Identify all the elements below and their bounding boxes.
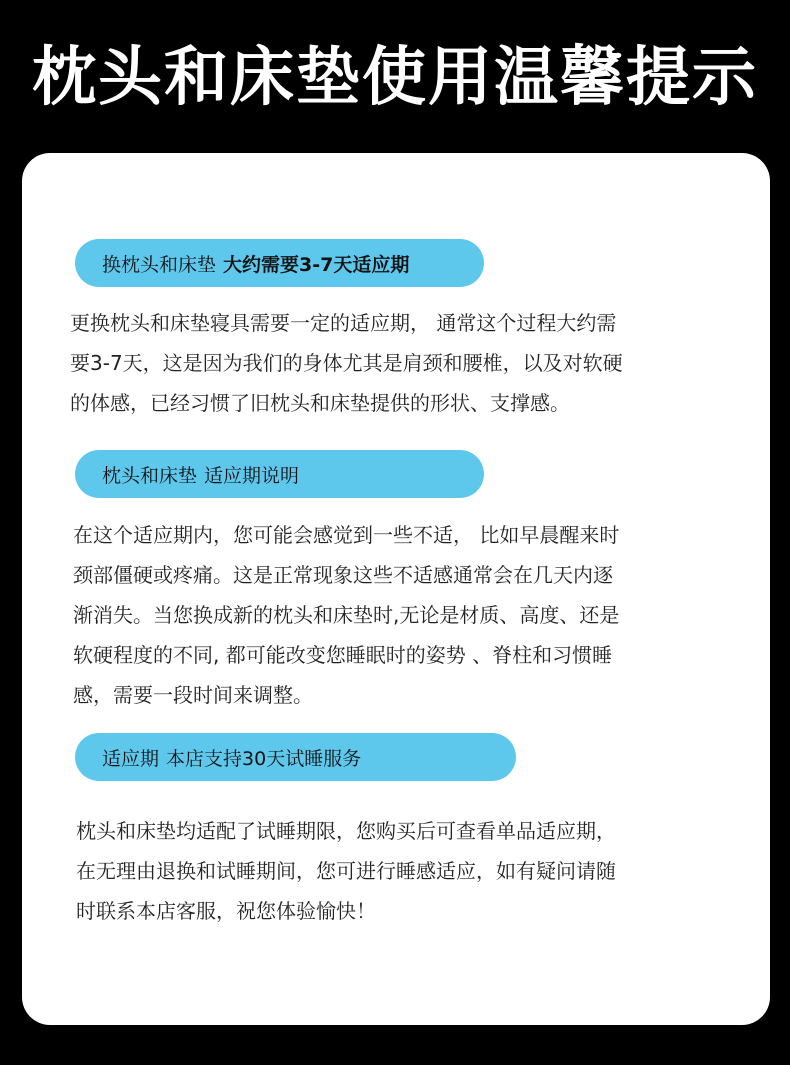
section-header-trial-service — [75, 733, 516, 781]
tips-card — [22, 153, 770, 1025]
paragraph-line: 颈部僵硬或疼痛。这是正常现象这些不适感通常会在几天内逐 — [73, 563, 613, 587]
section-header-adaptation-period — [75, 239, 484, 287]
section-paragraph-period-explanation — [73, 515, 619, 715]
paragraph-line: 感，需要一段时间来调整。 — [73, 683, 313, 707]
section-header-label: 适应期 — [102, 747, 160, 770]
section-header-emphasis: 大约需要3-7天适应期 — [223, 253, 410, 276]
section-header-label: 换枕头和床垫 — [102, 253, 217, 276]
paragraph-line: 的体感，已经习惯了旧枕头和床垫提供的形状、支撑感。 — [70, 391, 570, 415]
section-header-period-explanation — [75, 450, 484, 498]
page-title: 枕头和床垫使用温馨提示 — [32, 41, 758, 115]
paragraph-line: 在无理由退换和试睡期间，您可进行睡感适应，如有疑问请随 — [76, 859, 616, 883]
section-header-subtitle: 适应期说明 — [204, 464, 300, 487]
section-paragraph-adaptation-period — [70, 303, 623, 423]
paragraph-line: 枕头和床垫均适配了试睡期限，您购买后可查看单品适应期， — [76, 819, 616, 843]
paragraph-line: 时联系本店客服，祝您体验愉快！ — [76, 899, 376, 923]
paragraph-line: 要3-7天，这是因为我们的身体尤其是肩颈和腰椎，以及对软硬 — [70, 351, 623, 375]
section-paragraph-trial-service — [76, 811, 616, 931]
paragraph-line: 更换枕头和床垫寝具需要一定的适应期， 通常这个过程大约需 — [70, 311, 617, 335]
paragraph-line: 软硬程度的不同, 都可能改变您睡眠时的姿势 、脊柱和习惯睡 — [73, 643, 613, 667]
paragraph-line: 在这个适应期内，您可能会感觉到一些不适， 比如早晨醒来时 — [73, 523, 620, 547]
section-header-subtitle: 本店支持30天试睡服务 — [166, 747, 362, 770]
section-header-label: 枕头和床垫 — [102, 464, 198, 487]
paragraph-line: 渐消失。当您换成新的枕头和床垫时,无论是材质、高度、还是 — [73, 603, 620, 627]
